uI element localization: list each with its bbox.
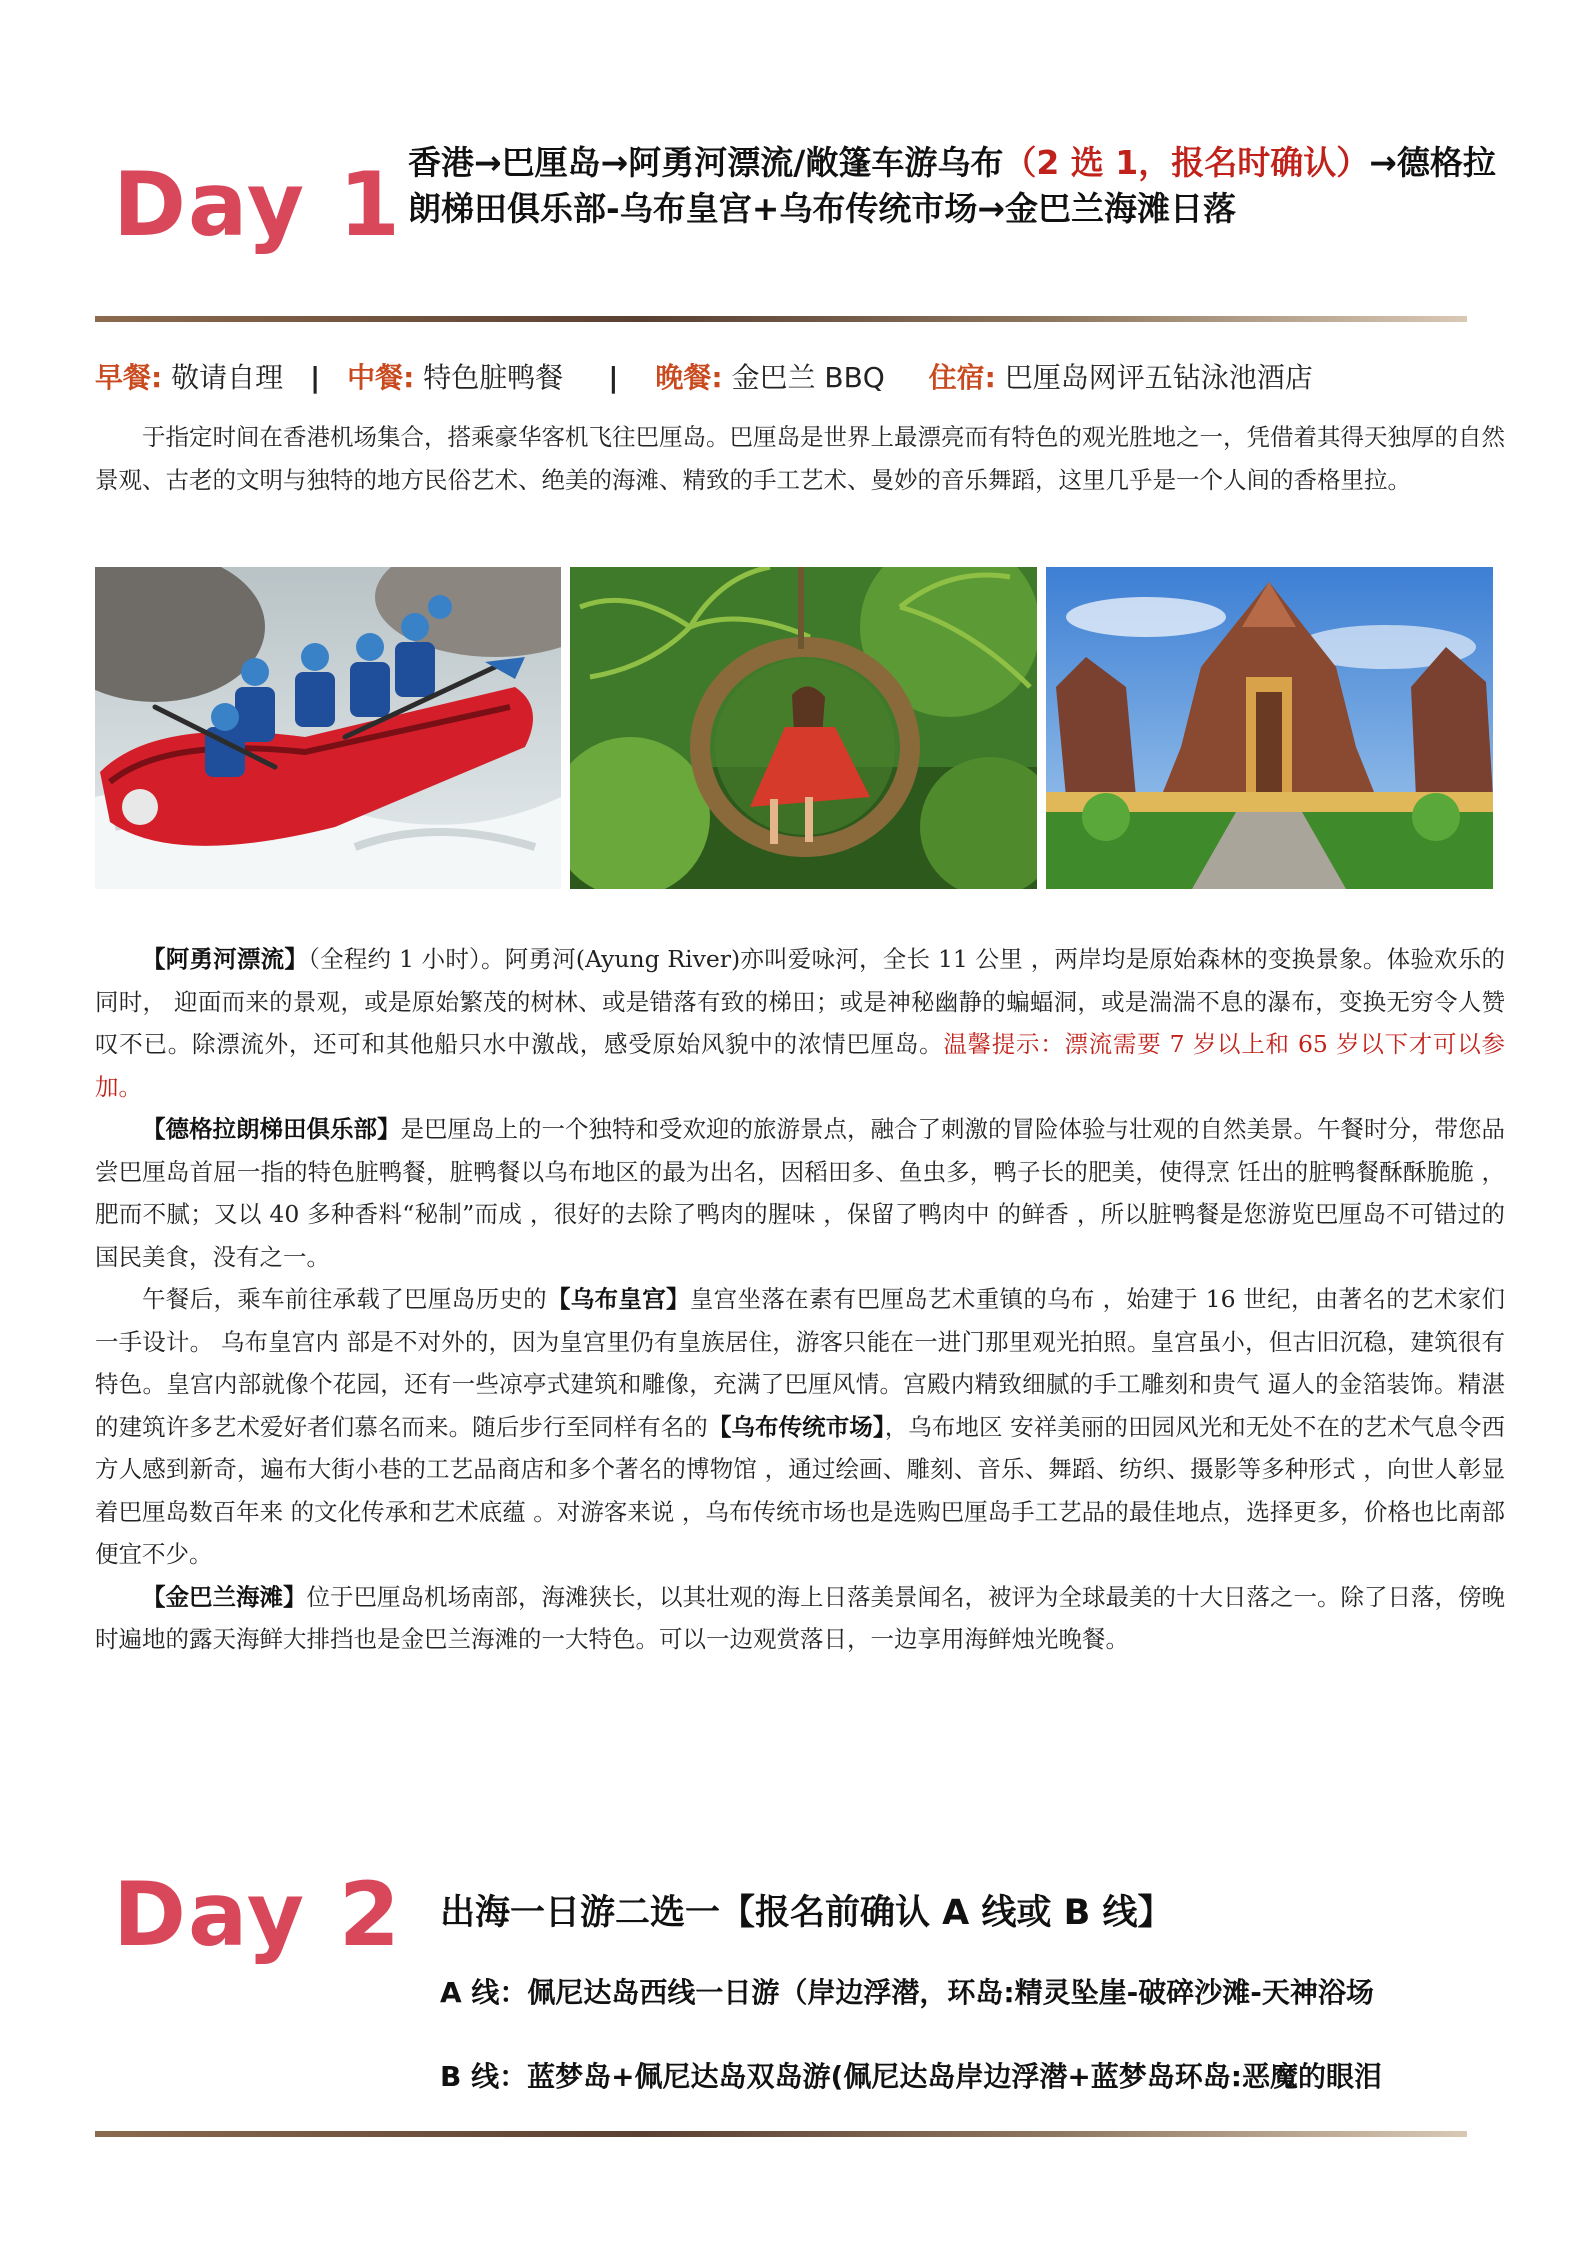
tegallalang-title: 【德格拉朗梯田俱乐部】 — [142, 1115, 401, 1143]
temple-illustration — [1046, 567, 1493, 889]
jungle-swing-photo — [570, 567, 1037, 889]
lunch-value: 特色脏鸭餐 — [423, 361, 564, 394]
paragraph-ayung-river — [95, 938, 1505, 1108]
rafting-notice: 温馨提示：漂流需要 7 岁以上和 65 岁以下才可以参加。 — [95, 1030, 1506, 1101]
day1-body — [95, 938, 1505, 1661]
day2-title: 出海一日游二选一【报名前确认 A 线或 B 线】 — [440, 1893, 1173, 1933]
meal-separator: | — [608, 361, 619, 394]
meal-separator: | — [310, 361, 321, 394]
day1-title-part1: 香港→巴厘岛→阿勇河漂流/敞篷车游乌布 — [408, 143, 1004, 182]
ayung-river-title: 【阿勇河漂流】 — [142, 945, 309, 973]
ubud-market-title: 【乌布传统市场】 — [707, 1412, 885, 1441]
ubud-palace-text: 皇宫坐落在素有巴厘岛艺术重镇的乌布 ，始建于 16 世纪，由著名的艺术家们一手设计。 乌布皇宫内 部是不对外的，因为皇宫里仍有皇族居住，游客只能在一进门那里观光拍照。皇宫虽小，但古旧沉稳，建筑很有 特色。皇宫内部就像个花园，还有一些凉亭式建筑和雕像，充满了巴厘风情。宫殿内精致细腻的手工雕刻和贵气 逼人的金箔装饰。精湛的建筑许多艺术爱好者们慕名而来。随后步行至同样有名的 — [95, 1285, 1506, 1441]
jimbaran-title: 【金巴兰海滩】 — [142, 1582, 307, 1611]
dinner-key: 晚餐: — [655, 361, 723, 394]
paragraph-ubud-palace — [95, 1278, 1505, 1576]
stay-value: 巴厘岛网评五钻泳池酒店 — [1004, 361, 1313, 394]
lunch-key: 中餐: — [347, 361, 415, 394]
breakfast-key: 早餐: — [95, 361, 163, 394]
day2-divider — [95, 2131, 1467, 2137]
dinner-value: 金巴兰 BBQ — [731, 361, 885, 394]
ubud-palace-intro: 午餐后，乘车前往承载了巴厘岛历史的 — [142, 1285, 547, 1313]
ayung-river-text: （全程约 1 小时）。阿勇河(Ayung River)亦叫爱咏河，全长 11 公里 ，两岸均是原始森林的变换景象。体验欢乐的同时， 迎面而来的景观，或是原始繁茂的树林、或是错落有致的梯田；或是神秘幽静的蝙蝠洞，或是湍湍不息的瀑布，变换无穷令人赞叹不已。除漂流外，还可和其他船只水中激战，感受原始风貌中的浓情巴厘岛。 — [95, 945, 1505, 1058]
paragraph-jimbaran — [95, 1576, 1505, 1661]
jungle-swing-illustration — [570, 567, 1037, 889]
stay-key: 住宿: — [928, 361, 996, 394]
day1-divider — [95, 316, 1467, 322]
temple-photo — [1046, 567, 1493, 889]
day1-label: Day 1 — [113, 153, 402, 256]
day1-intro: 于指定时间在香港机场集合，搭乘豪华客机飞往巴厘岛。巴厘岛是世界上最漂亮而有特色的观光胜地之一，凭借着其得天独厚的自然景观、古老的文明与独特的地方民俗艺术、绝美的海滩、精致的手工艺术、曼妙的音乐舞蹈，这里几乎是一个人间的香格里拉。 — [95, 423, 1505, 494]
paragraph-tegallalang — [95, 1108, 1505, 1278]
meals-row — [95, 356, 1313, 396]
ubud-palace-title: 【乌布皇宫】 — [546, 1285, 690, 1313]
ubud-market-text: ，乌布地区 安祥美丽的田园风光和无处不在的艺术气息令西方人感到新奇，遍布大街小巷的工艺品商店和多个著名的博物馆 ，通过绘画、雕刻、音乐、舞蹈、纺织、摄影等多种形式 ，向世人彰显着巴厘岛数百年来 的文化传承和艺术底蕴 。对游客来说 ，乌布传统市场也是选购巴厘岛手工艺品的最佳地点，选择更多，价格也比南部便宜不少。 — [95, 1412, 1506, 1568]
rafting-photo — [95, 567, 561, 889]
jimbaran-text: 位于巴厘岛机场南部，海滩狭长，以其壮观的海上日落美景闻名，被评为全球最美的十大日落之一。除了日落，傍晚时遍地的露天海鲜大排挡也是金巴兰海滩的一大特色。可以一边观赏落日，一边享用海鲜烛光晚餐。 — [95, 1582, 1505, 1653]
day1-title-highlight: （2 选 1，报名时确认） — [1003, 143, 1370, 182]
day1-title-part2: →德格拉朗梯田俱乐部-乌布皇宫+乌布传统市场→金巴兰海滩日落 — [408, 143, 1496, 228]
breakfast-value: 敬请自理 — [171, 361, 284, 394]
tegallalang-text: 是巴厘岛上的一个独特和受欢迎的旅游景点，融合了刺激的冒险体验与壮观的自然美景。午餐时分，带您品尝巴厘岛首屈一指的特色脏鸭餐，脏鸭餐以乌布地区的最为出名，因稻田多、鱼虫多，鸭子长的肥美，使得烹 饪出的脏鸭餐酥酥脆脆 ，肥而不腻；又以 40 多种香料“秘制”而成 ，很好的去除了鸭肉的腥味 ，保留了鸭肉中 的鲜香 ，所以脏鸭餐是您游览巴厘岛不可错过的国民美食，没有之一。 — [95, 1115, 1505, 1271]
day1-title — [408, 140, 1498, 232]
day2-line-a: A 线：佩尼达岛西线一日游（岸边浮潜，环岛:精灵坠崖-破碎沙滩-天神浴场 — [440, 1976, 1374, 2009]
day2-label: Day 2 — [113, 1863, 402, 1966]
day2-line-b: B 线：蓝梦岛+佩尼达岛双岛游(佩尼达岛岸边浮潜+蓝梦岛环岛:恶魔的眼泪 — [440, 2060, 1383, 2093]
rafting-photo-illustration — [95, 567, 561, 889]
